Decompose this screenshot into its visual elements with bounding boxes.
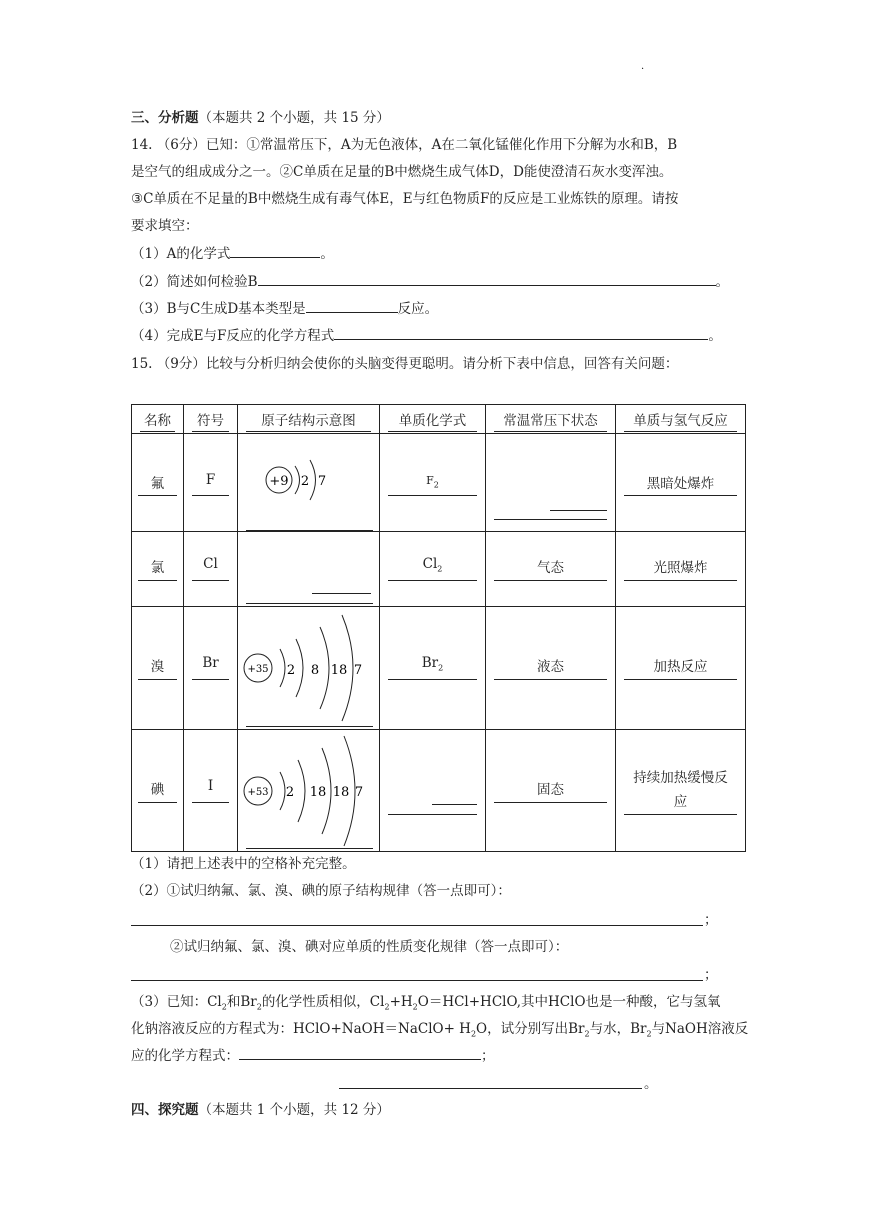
svg-text:7: 7 <box>353 663 363 678</box>
q15-part2-2-answer-blank[interactable] <box>131 980 703 981</box>
row-iodine-formula-blank-short[interactable] <box>432 804 477 805</box>
q14-part1-answer-blank[interactable] <box>230 243 320 258</box>
row-bromine-structure <box>238 607 380 730</box>
table-row <box>132 730 746 852</box>
q15-part2-1: （2）①试归纳氟、氯、溴、碘的原子结构规律（答一点即可）： <box>131 883 511 899</box>
q14-part1-end: 。 <box>320 246 334 262</box>
header-structure: 原子结构示意图 <box>238 405 380 434</box>
row-bromine-symbol: Br <box>184 607 238 730</box>
q15-part3-end: 。 <box>644 1076 658 1092</box>
row-bromine-structure-blank[interactable] <box>246 726 373 727</box>
table-row <box>132 434 746 532</box>
q15-part2-2: ②试归纳氟、氯、溴、碘对应单质的性质变化规律（答一点即可）： <box>170 939 569 955</box>
svg-text:+35: +35 <box>247 664 269 675</box>
svg-text:2: 2 <box>286 663 296 678</box>
svg-text:7: 7 <box>317 474 327 489</box>
header-state: 常温常压下状态 <box>486 405 616 434</box>
row-iodine-h2 <box>616 730 746 852</box>
svg-text:18: 18 <box>332 785 350 800</box>
q15-semicolon-1: ； <box>704 912 718 928</box>
svg-text:2: 2 <box>300 474 310 489</box>
q14-part3 <box>131 296 438 322</box>
q14-part2-end: 。 <box>715 274 730 290</box>
bromine-atom-diagram <box>238 607 379 730</box>
row-fluorine-state-blank-short[interactable] <box>550 510 607 511</box>
row-chlorine-name: 氯 <box>132 532 184 607</box>
q14-part4-text: （4）完成E与F反应的化学方程式 <box>131 328 335 344</box>
row-iodine-formula-blank[interactable] <box>388 814 477 815</box>
row-chlorine-symbol: Cl <box>184 532 238 607</box>
q15-part3-line2: 化钠溶液反应的方程式为：HClO+NaOH＝NaClO+ $H_2O$，试分别写出$Br_2$与水，$Br_2$与NaOH溶液反 <box>131 1021 749 1039</box>
section3-heading <box>131 105 390 131</box>
halogen-table <box>131 404 746 852</box>
row-iodine-symbol: I <box>184 730 238 852</box>
svg-text:7: 7 <box>354 785 364 800</box>
q14-part2-text: （2）简述如何检验B <box>131 274 258 290</box>
row-chlorine-h2: 光照爆炸 <box>616 532 746 607</box>
row-iodine-h2-line2: 应 <box>673 794 688 810</box>
q14-part4-end: 。 <box>708 328 722 344</box>
row-bromine-h2: 加热反应 <box>616 607 746 730</box>
q14-part3-text: （3）B与C生成D基本类型是 <box>131 301 306 317</box>
row-fluorine-state-blank[interactable] <box>494 519 607 520</box>
svg-text:18: 18 <box>309 785 327 800</box>
row-bromine-name: 溴 <box>132 607 184 730</box>
header-symbol: 符号 <box>184 405 238 434</box>
q15-part3-answer-blank-1[interactable] <box>239 1045 481 1060</box>
row-iodine-structure <box>238 730 380 852</box>
q14-line1: 14. （6分）已知：①常温常压下，A为无色液体，A在二氧化锰催化作用下分解为水和B，B <box>131 137 678 153</box>
table-row <box>132 607 746 730</box>
q15-part2-1-answer-blank[interactable] <box>131 925 703 926</box>
svg-text:18: 18 <box>330 663 348 678</box>
row-iodine-h2-line1: 持续加热缓慢反 <box>633 770 728 786</box>
q14-part3-answer-blank[interactable] <box>306 298 398 313</box>
q15-semicolon-2: ； <box>704 967 718 983</box>
svg-text:+53: +53 <box>247 787 269 798</box>
q14-part1 <box>131 241 334 267</box>
row-iodine-name: 碘 <box>132 730 184 852</box>
table-row <box>132 532 746 607</box>
q14-part2 <box>131 269 729 295</box>
fluorine-atom-diagram <box>238 434 379 532</box>
iodine-atom-diagram <box>238 730 379 852</box>
section3-title: 三、分析题 <box>131 110 199 126</box>
q14-line2: 是空气的组成成分之一。②C单质在足量的B中燃烧生成气体D，D能使澄清石灰水变浑浊。 <box>131 164 673 180</box>
header-name: 名称 <box>132 405 184 434</box>
q15-intro: 15. （9分）比较与分析归纳会使你的头脑变得更聪明。请分析下表中信息，回答有关问题： <box>131 356 679 372</box>
q14-line3: ③C单质在不足量的B中燃烧生成有毒气体E，E与红色物质F的反应是工业炼铁的原理。请按 <box>131 191 679 207</box>
q15-part3-line3: 应的化学方程式： ； <box>131 1043 495 1069</box>
section4-heading <box>131 1097 390 1123</box>
q14-line4: 要求填空： <box>131 218 199 234</box>
row-iodine-formula <box>380 730 486 852</box>
row-fluorine-h2: 黑暗处爆炸 <box>616 434 746 532</box>
row-fluorine-state <box>486 434 616 532</box>
q14-part3-end: 反应。 <box>397 301 439 317</box>
section3-note: （本题共 2 个小题，共 15 分） <box>198 110 390 126</box>
row-chlorine-structure <box>238 532 380 607</box>
row-chlorine-structure-blank-short[interactable] <box>312 593 371 594</box>
q14-part1-text: （1）A的化学式 <box>131 246 231 262</box>
row-chlorine-state: 气态 <box>486 532 616 607</box>
section4-note: （本题共 1 个小题，共 12 分） <box>198 1102 390 1118</box>
header-h2-reaction: 单质与氢气反应 <box>616 405 746 434</box>
header-formula: 单质化学式 <box>380 405 486 434</box>
row-fluorine-symbol: F <box>184 434 238 532</box>
q14-part4 <box>131 323 722 349</box>
row-iodine-structure-blank[interactable] <box>246 848 373 849</box>
section4-title: 四、探究题 <box>131 1102 199 1118</box>
row-bromine-state: 液态 <box>486 607 616 730</box>
svg-text:+9: +9 <box>269 474 289 489</box>
row-bromine-formula: $Br_2$ <box>380 607 486 730</box>
q14-part2-answer-blank[interactable] <box>258 271 716 286</box>
row-chlorine-formula: $Cl_2$ <box>380 532 486 607</box>
row-fluorine-name: 氟 <box>132 434 184 532</box>
q15-part3-line1: （3）已知：$Cl_2$和$Br_2$的化学性质相似，$Cl_2+H_2O=HCl+HClO$,其中HClO也是一种酸，它与氢氧 <box>131 994 721 1012</box>
table-header-row <box>132 405 746 434</box>
q15-part3-answer-blank-2[interactable] <box>339 1088 642 1089</box>
svg-text:8: 8 <box>310 663 320 678</box>
q14-part4-answer-blank[interactable] <box>334 325 708 340</box>
svg-text:2: 2 <box>285 785 295 800</box>
row-fluorine-formula: $F_2$ <box>380 434 486 532</box>
q15-part1: （1）请把上述表中的空格补充完整。 <box>131 856 356 872</box>
top-dot: · <box>641 64 645 75</box>
row-chlorine-structure-blank[interactable] <box>246 603 373 604</box>
row-iodine-state: 固态 <box>486 730 616 852</box>
row-fluorine-structure <box>238 434 380 532</box>
